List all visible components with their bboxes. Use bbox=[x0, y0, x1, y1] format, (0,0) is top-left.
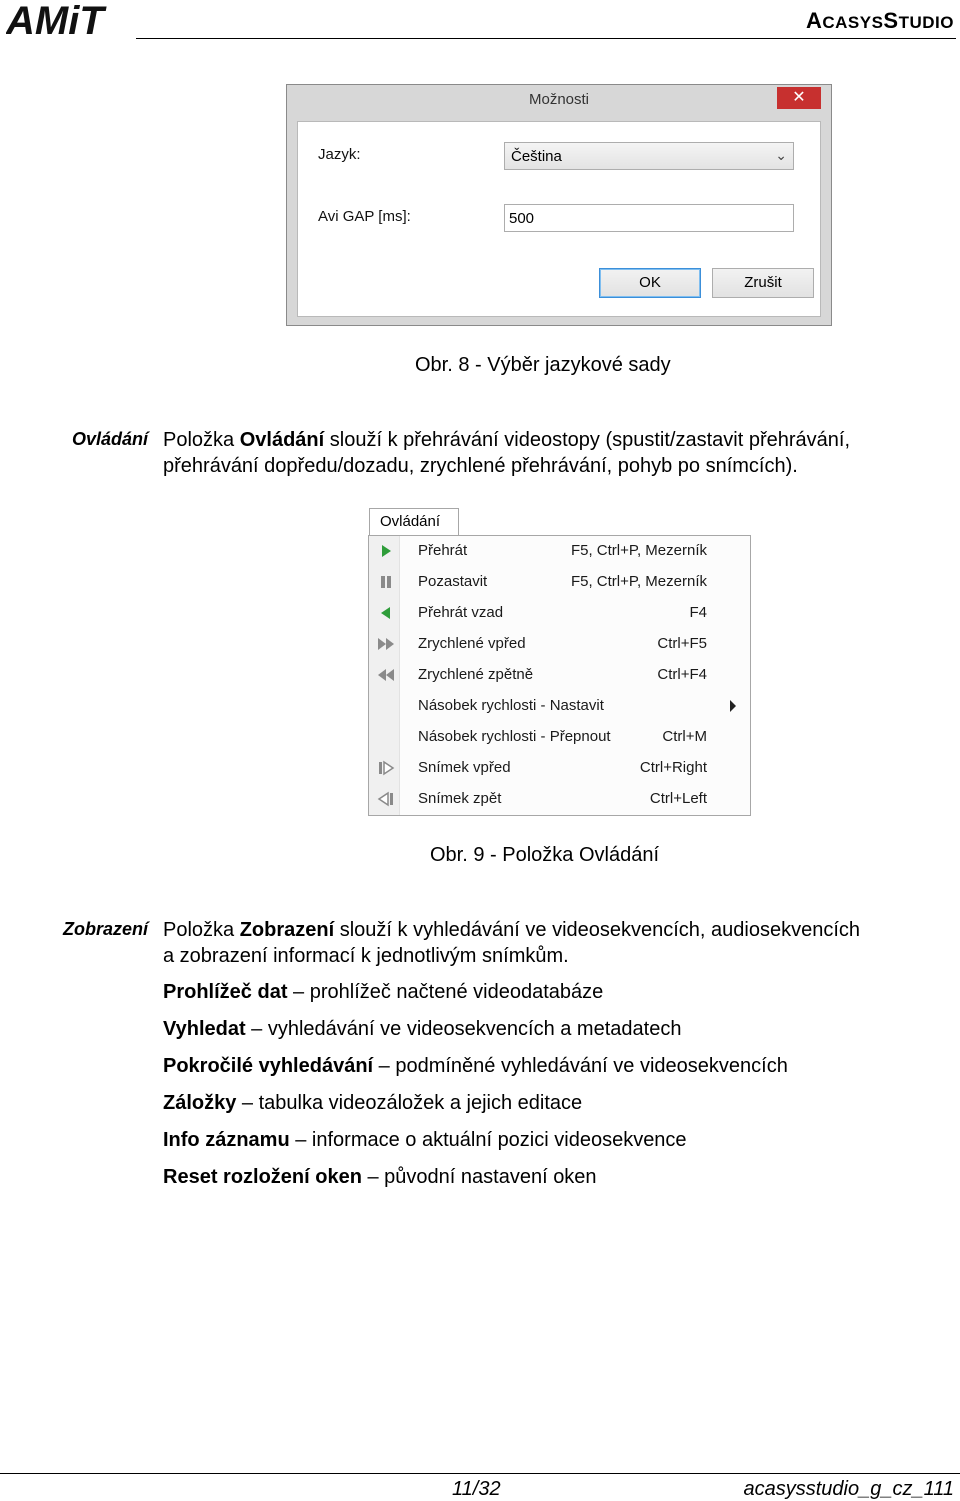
close-icon[interactable]: ✕ bbox=[777, 87, 821, 109]
paragraph-zobrazeni-line1 bbox=[163, 917, 953, 943]
menu-tab-ovladani[interactable]: Ovládání bbox=[369, 508, 459, 536]
figure-caption-9: Obr. 9 - Položka Ovládání bbox=[430, 844, 660, 866]
figure-caption-8: Obr. 8 - Výběr jazykové sady bbox=[415, 354, 671, 376]
amit-logo-graphic bbox=[6, 0, 136, 40]
brand-caps2: TUDIO bbox=[898, 13, 954, 32]
list-term: Reset rozložení oken bbox=[163, 1166, 362, 1188]
menu-item-label: Snímek vpřed bbox=[418, 759, 511, 776]
brand-first: A bbox=[805, 8, 823, 33]
menu-item-prehrat-vzad[interactable] bbox=[369, 598, 750, 629]
list-item-pokrocile bbox=[163, 1055, 788, 1078]
list-item-zalozky bbox=[163, 1092, 582, 1115]
play-reverse-icon bbox=[377, 604, 395, 622]
menu-item-label: Pozastavit bbox=[418, 573, 488, 590]
list-item-info bbox=[163, 1129, 687, 1152]
menu-item-shortcut: Ctrl+F5 bbox=[657, 635, 707, 652]
submenu-arrow-icon bbox=[730, 700, 736, 712]
list-term: Záložky bbox=[163, 1092, 237, 1114]
brand-title bbox=[806, 8, 954, 34]
dialog-title: Možnosti bbox=[528, 91, 590, 108]
para-rest: slouží k vyhledávání ve videosekvencích, audiosekvencích bbox=[334, 919, 861, 941]
amit-logo bbox=[6, 0, 136, 40]
menu-item-label: Zrychlené vpřed bbox=[418, 635, 526, 652]
list-term: Vyhledat bbox=[163, 1018, 246, 1040]
options-dialog bbox=[286, 84, 832, 326]
menu-item-shortcut: F5, Ctrl+P, Mezerník bbox=[570, 573, 707, 590]
language-select[interactable] bbox=[504, 142, 794, 170]
list-desc: – původní nastavení oken bbox=[361, 1166, 597, 1188]
frame-back-icon bbox=[377, 790, 395, 808]
menu-item-shortcut: Ctrl+Right bbox=[639, 759, 707, 776]
menu-item-snimek-zpet[interactable] bbox=[369, 784, 750, 815]
cancel-button[interactable]: Zrušit bbox=[712, 268, 814, 298]
language-value: Čeština bbox=[511, 148, 562, 165]
menu-item-label: Snímek zpět bbox=[418, 790, 502, 807]
menu-item-shortcut: Ctrl+F4 bbox=[657, 666, 707, 683]
brand-second: S bbox=[883, 8, 899, 33]
menu-item-nasobek-nastavit[interactable] bbox=[369, 691, 750, 722]
ovladani-menu bbox=[368, 535, 751, 816]
side-heading-zobrazeni: Zobrazení bbox=[62, 919, 148, 939]
paragraph-ovladani-line1 bbox=[163, 427, 953, 453]
logo-text: AMiT bbox=[6, 0, 104, 40]
menu-item-shortcut: Ctrl+M bbox=[662, 728, 707, 745]
language-label: Jazyk: bbox=[318, 146, 361, 163]
paragraph-zobrazeni-line2: a zobrazení informací k jednotlivým snímkům. bbox=[163, 945, 569, 967]
para-rest: slouží k přehrávání videostopy (spustit/zastavit přehrávání, bbox=[324, 429, 851, 451]
para-prefix: Položka bbox=[163, 919, 240, 941]
chevron-down-icon: ⌄ bbox=[775, 147, 787, 163]
brand-caps1: CASYS bbox=[822, 13, 884, 32]
header-rule bbox=[136, 38, 956, 39]
avigap-input[interactable]: 500 bbox=[504, 204, 794, 232]
document-id: acasysstudio_g_cz_111 bbox=[743, 1478, 954, 1500]
menu-item-label: Přehrát vzad bbox=[418, 604, 504, 621]
avigap-label: Avi GAP [ms]: bbox=[318, 208, 411, 225]
list-desc: – podmíněné vyhledávání ve videosekvencích bbox=[373, 1055, 788, 1077]
paragraph-zobrazeni bbox=[163, 917, 953, 969]
menu-item-label: Násobek rychlosti - Přepnout bbox=[418, 728, 611, 745]
pause-icon bbox=[377, 573, 395, 591]
menu-item-label: Násobek rychlosti - Nastavit bbox=[418, 697, 604, 714]
menu-item-zrychlene-vpred[interactable] bbox=[369, 629, 750, 660]
list-term: Prohlížeč dat bbox=[163, 981, 288, 1003]
footer-rule bbox=[0, 1473, 960, 1474]
menu-item-shortcut: Ctrl+Left bbox=[649, 790, 707, 807]
para-prefix: Položka bbox=[163, 429, 240, 451]
rewind-icon bbox=[377, 666, 395, 684]
list-term: Info záznamu bbox=[163, 1129, 290, 1151]
menu-item-nasobek-prepnout[interactable] bbox=[369, 722, 750, 753]
para-bold: Ovládání bbox=[239, 429, 325, 451]
play-icon bbox=[377, 542, 395, 560]
list-item-reset bbox=[163, 1166, 597, 1189]
page-number: 11/32 bbox=[452, 1478, 501, 1500]
list-term: Pokročilé vyhledávání bbox=[163, 1055, 374, 1077]
dialog-body bbox=[297, 121, 821, 317]
list-desc: – informace o aktuální pozici videosekvence bbox=[289, 1129, 687, 1151]
menu-item-label: Přehrát bbox=[418, 542, 468, 559]
list-item-prohlizec bbox=[163, 981, 603, 1004]
list-desc: – vyhledávání ve videosekvencích a metadatech bbox=[245, 1018, 682, 1040]
menu-item-label: Zrychlené zpětně bbox=[418, 666, 534, 683]
menu-item-pozastavit[interactable] bbox=[369, 567, 750, 598]
menu-item-prehrat[interactable] bbox=[369, 536, 750, 567]
list-item-vyhledat bbox=[163, 1018, 681, 1041]
menu-item-shortcut: F4 bbox=[689, 604, 707, 621]
paragraph-ovladani-line2: přehrávání dopředu/dozadu, zrychlené přehrávání, pohyb po snímcích). bbox=[163, 455, 798, 477]
fast-forward-icon bbox=[377, 635, 395, 653]
paragraph-ovladani bbox=[163, 427, 953, 479]
list-desc: – prohlížeč načtené videodatabáze bbox=[287, 981, 604, 1003]
para-bold: Zobrazení bbox=[239, 919, 335, 941]
list-desc: – tabulka videozáložek a jejich editace bbox=[236, 1092, 583, 1114]
ok-button[interactable]: OK bbox=[599, 268, 701, 298]
menu-item-snimek-vpred[interactable] bbox=[369, 753, 750, 784]
side-heading-ovladani: Ovládání bbox=[71, 429, 148, 449]
menu-item-shortcut: F5, Ctrl+P, Mezerník bbox=[570, 542, 707, 559]
menu-item-zrychlene-zpetne[interactable] bbox=[369, 660, 750, 691]
frame-forward-icon bbox=[377, 759, 395, 777]
